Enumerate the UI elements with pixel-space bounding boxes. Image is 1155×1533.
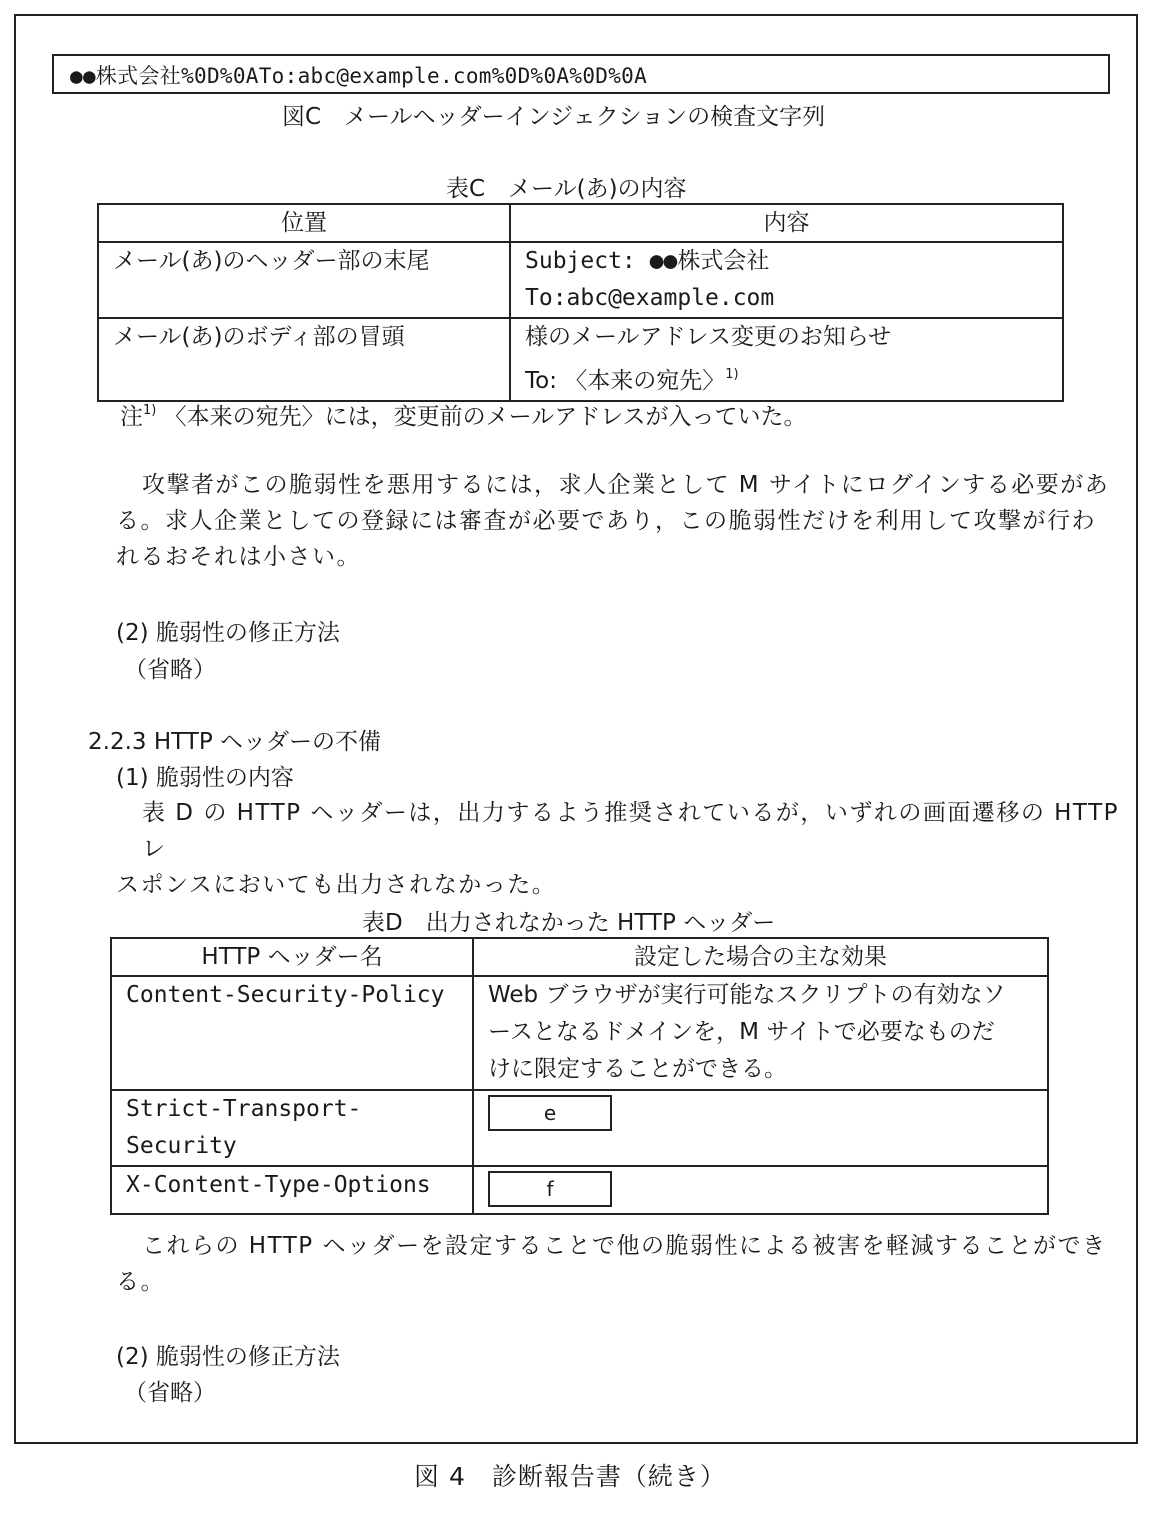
section-heading-2-2-3: 2.2.3 HTTP ヘッダーの不備 [88, 729, 382, 755]
text-line: れるおそれは小さい。 [116, 544, 361, 570]
effect-cell [473, 976, 1048, 1090]
table-c-footnote: 注$^{1)}$ 〈本来の宛先〉には，変更前のメールアドレスが入っていた。 [120, 403, 807, 430]
fix-method-body-2: （省略） [124, 1380, 216, 1406]
fix-method-heading-1: (2) 脆弱性の修正方法 [116, 620, 340, 646]
table-row [111, 976, 1048, 1090]
text-line: る。求人企業としての登録には審査が必要であり，この脆弱性だけを利用して攻撃が行わ [116, 508, 1096, 534]
blank-answer-box-f: f [488, 1171, 612, 1207]
text-line: 表 D の HTTP ヘッダーは，出力するよう推奨されているが，いずれの画面遷移の HTTP レ [142, 800, 1119, 862]
injection-string: ●●株式会社%0D%0ATo:abc@example.com%0D%0A%0D%0A [70, 64, 648, 88]
effect-line: Web ブラウザが実行可能なスクリプトの有効なソ [488, 982, 1006, 1008]
fix-method-body-1: （省略） [124, 657, 216, 683]
table-d-header-row [111, 938, 1048, 976]
paragraph-attack-risk [116, 467, 1128, 575]
table-c [97, 203, 1064, 402]
subheading-vuln-content: (1) 脆弱性の内容 [116, 765, 294, 791]
fix-method-heading-2: (2) 脆弱性の修正方法 [116, 1344, 340, 1370]
table-d-header-effect: 設定した場合の主な効果 [473, 938, 1048, 976]
paragraph-mitigation [116, 1228, 1128, 1300]
table-d [110, 937, 1049, 1215]
effect-line: けに限定することができる。 [488, 1056, 787, 1082]
table-row [98, 318, 1063, 401]
table-c-content-cell [510, 318, 1063, 401]
figure-c-caption: 図C メールヘッダーインジェクションの検査文字列 [282, 104, 826, 130]
table-d-header-name: HTTP ヘッダー名 [111, 938, 473, 976]
content-line: 様のメールアドレス変更のお知らせ [525, 324, 892, 350]
blank-answer-box-e: e [488, 1095, 612, 1131]
table-c-caption: 表C メール(あ)の内容 [446, 176, 687, 202]
content-line: Subject: ●●株式会社 [525, 248, 770, 274]
table-row [111, 1166, 1048, 1214]
table-row [98, 242, 1063, 318]
text-line: これらの HTTP ヘッダーを設定することで他の脆弱性による被害を軽減することができ [142, 1233, 1107, 1259]
table-c-position-cell: メール(あ)のボディ部の冒頭 [98, 318, 510, 401]
header-name-cell: Strict-Transport-Security [111, 1090, 473, 1166]
injection-string-box [52, 54, 1110, 94]
header-name-cell: X-Content-Type-Options [111, 1166, 473, 1214]
table-c-content-cell [510, 242, 1063, 318]
footnote-mark: 1) [725, 367, 739, 382]
header-name-cell: Content-Security-Policy [111, 976, 473, 1090]
effect-line: ースとなるドメインを，M サイトで必要なものだ [488, 1019, 995, 1045]
effect-cell [473, 1166, 1048, 1214]
paragraph-http-headers [116, 795, 1128, 903]
table-d-caption: 表D 出力されなかった HTTP ヘッダー [362, 910, 776, 936]
table-c-header-position: 位置 [98, 204, 510, 242]
table-c-position-cell: メール(あ)のヘッダー部の末尾 [98, 242, 510, 318]
figure-4-caption: 図 4 診断報告書（続き） [414, 1462, 726, 1491]
content-line: To:abc@example.com [525, 285, 775, 311]
text-line: 攻撃者がこの脆弱性を悪用するには，求人企業として M サイトにログインする必要があ [142, 472, 1110, 498]
content-line: To: 〈本来の宛先〉$^{1)}$ [525, 367, 739, 394]
table-row [111, 1090, 1048, 1166]
effect-cell [473, 1090, 1048, 1166]
table-c-header-content: 内容 [510, 204, 1063, 242]
text-line: る。 [116, 1269, 165, 1295]
text-line: スポンスにおいても出力されなかった。 [116, 872, 557, 898]
table-c-header-row [98, 204, 1063, 242]
